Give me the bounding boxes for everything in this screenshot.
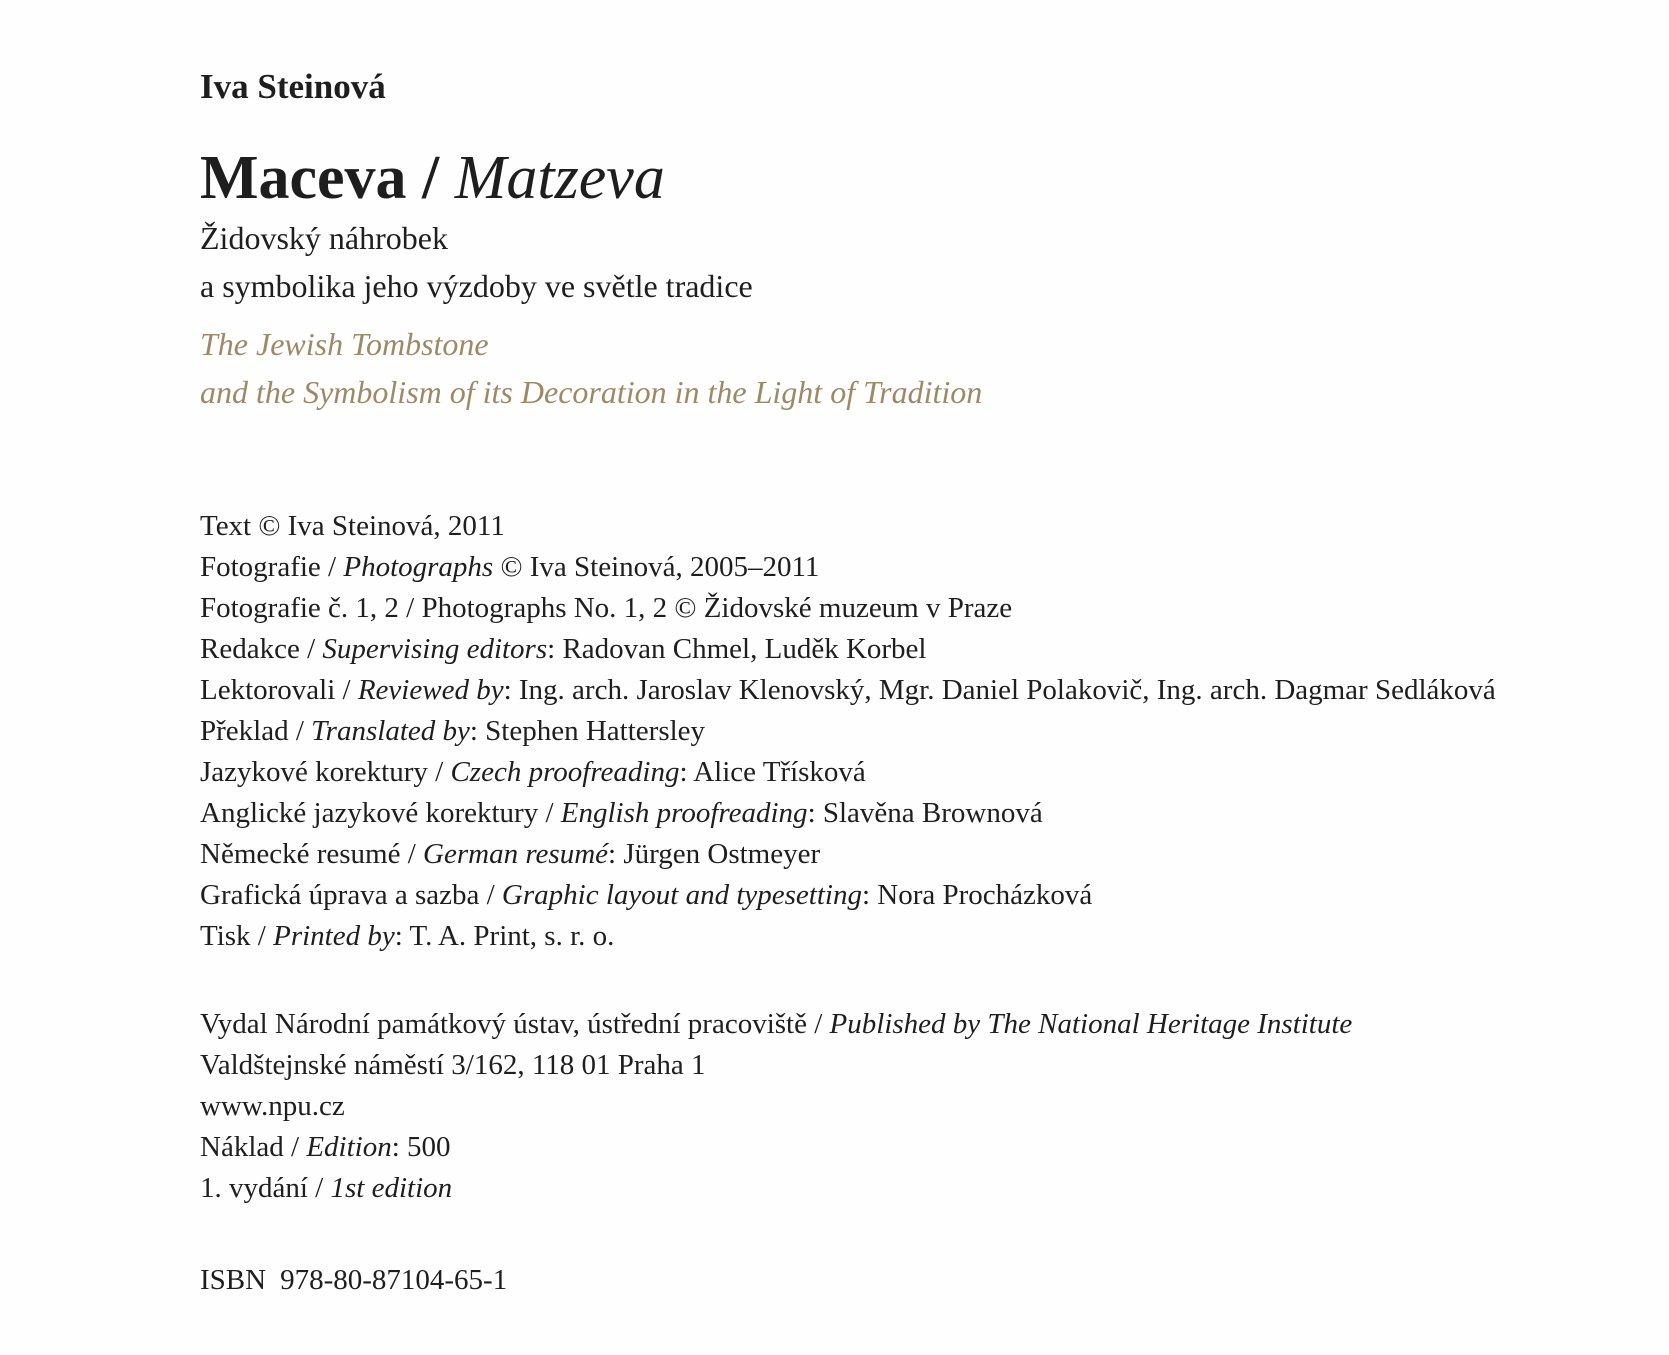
subtitle-english-line: and the Symbolism of its Decoration in the Light of Tradition [200, 374, 983, 410]
credit-line [200, 793, 1496, 834]
credit-value: : Jürgen Ostmeyer [608, 838, 821, 870]
credit-cz: Anglické jazykové korektury / [200, 797, 561, 829]
credit-value: : Slavěna Brownová [807, 797, 1043, 829]
publisher-info [200, 1004, 1352, 1209]
credit-cz: Jazykové korektury / [200, 756, 451, 788]
author-name: Iva Steinová [200, 67, 386, 106]
publisher-line [200, 1004, 1352, 1045]
credit-value: : Nora Procházková [861, 879, 1093, 911]
subtitle-czech-line: a symbolika jeho výzdoby ve světle tradice [200, 268, 753, 304]
publisher-address [200, 1045, 1352, 1086]
credit-value: © Iva Steinová, 2005–2011 [493, 551, 820, 583]
credit-value: : Radovan Chmel, Luděk Korbel [547, 633, 927, 665]
credit-value: : T. A. Print, s. r. o. [394, 920, 615, 952]
publisher-en: 1st edition [330, 1172, 453, 1204]
credit-cz: Překlad / [200, 715, 312, 747]
credit-en: Czech proofreading [450, 756, 680, 788]
isbn-number: 978-80-87104-65-1 [280, 1264, 508, 1296]
credit-cz: Grafická úprava a sazba / [200, 879, 502, 911]
subtitle-english [200, 320, 982, 416]
credit-en: German resumé [423, 838, 609, 870]
isbn-label: ISBN [200, 1264, 267, 1296]
publisher-cz: Náklad / [200, 1131, 307, 1163]
title-english: Matzeva [454, 144, 665, 212]
credit-en: Graphic layout and typesetting [501, 879, 862, 911]
publisher-cz: Valdštejnské náměstí 3/162, 118 01 Praha 1 [200, 1049, 706, 1081]
credit-line [200, 506, 1496, 547]
credit-line [200, 588, 1496, 629]
subtitle-czech-line: Židovský náhrobek [200, 220, 448, 256]
credits-list [200, 506, 1496, 957]
credit-cz: Text © Iva Steinová, 2011 [200, 510, 505, 542]
credit-value: : Ing. arch. Jaroslav Klenovský, Mgr. Daniel Polakovič, Ing. arch. Dagmar Sedláková [503, 674, 1496, 706]
subtitle-english-line: The Jewish Tombstone [200, 326, 489, 362]
subtitle-czech [200, 214, 753, 310]
publisher-edition-count [200, 1127, 1352, 1168]
credit-cz: Tisk / [200, 920, 274, 952]
credit-cz: Redakce / [200, 633, 323, 665]
credit-value: : Stephen Hattersley [469, 715, 706, 747]
credit-line [200, 916, 1496, 957]
credit-line [200, 547, 1496, 588]
credit-value: : Alice Třísková [679, 756, 866, 788]
publisher-cz: Vydal Národní památkový ústav, ústřední pracoviště / [200, 1008, 830, 1040]
credit-cz: Fotografie / [200, 551, 344, 583]
isbn [200, 1260, 507, 1301]
publisher-website [200, 1086, 1352, 1127]
credit-line [200, 629, 1496, 670]
credit-en: Photographs [343, 551, 494, 583]
publisher-en: Edition [306, 1131, 392, 1163]
credit-line [200, 670, 1496, 711]
credit-en: Reviewed by [357, 674, 504, 706]
publisher-value: : 500 [391, 1131, 451, 1163]
publisher-edition-number [200, 1168, 1352, 1209]
credit-line [200, 711, 1496, 752]
publisher-cz: www.npu.cz [200, 1090, 345, 1122]
credit-en: Supervising editors [322, 633, 548, 665]
credit-en: Printed by [273, 920, 395, 952]
credit-line [200, 752, 1496, 793]
credit-cz: Fotografie č. 1, 2 / Photographs No. 1, 2 © Židovské muzeum v Praze [200, 592, 1013, 624]
title-czech: Maceva / [200, 144, 440, 212]
publisher-en: Published by The National Heritage Institute [829, 1008, 1353, 1040]
credit-en: Translated by [311, 715, 470, 747]
credit-line [200, 875, 1496, 916]
credit-en: English proofreading [560, 797, 808, 829]
credit-cz: Německé resumé / [200, 838, 424, 870]
credit-cz: Lektorovali / [200, 674, 358, 706]
publisher-cz: 1. vydání / [200, 1172, 331, 1204]
book-title [200, 142, 665, 214]
credit-line [200, 834, 1496, 875]
